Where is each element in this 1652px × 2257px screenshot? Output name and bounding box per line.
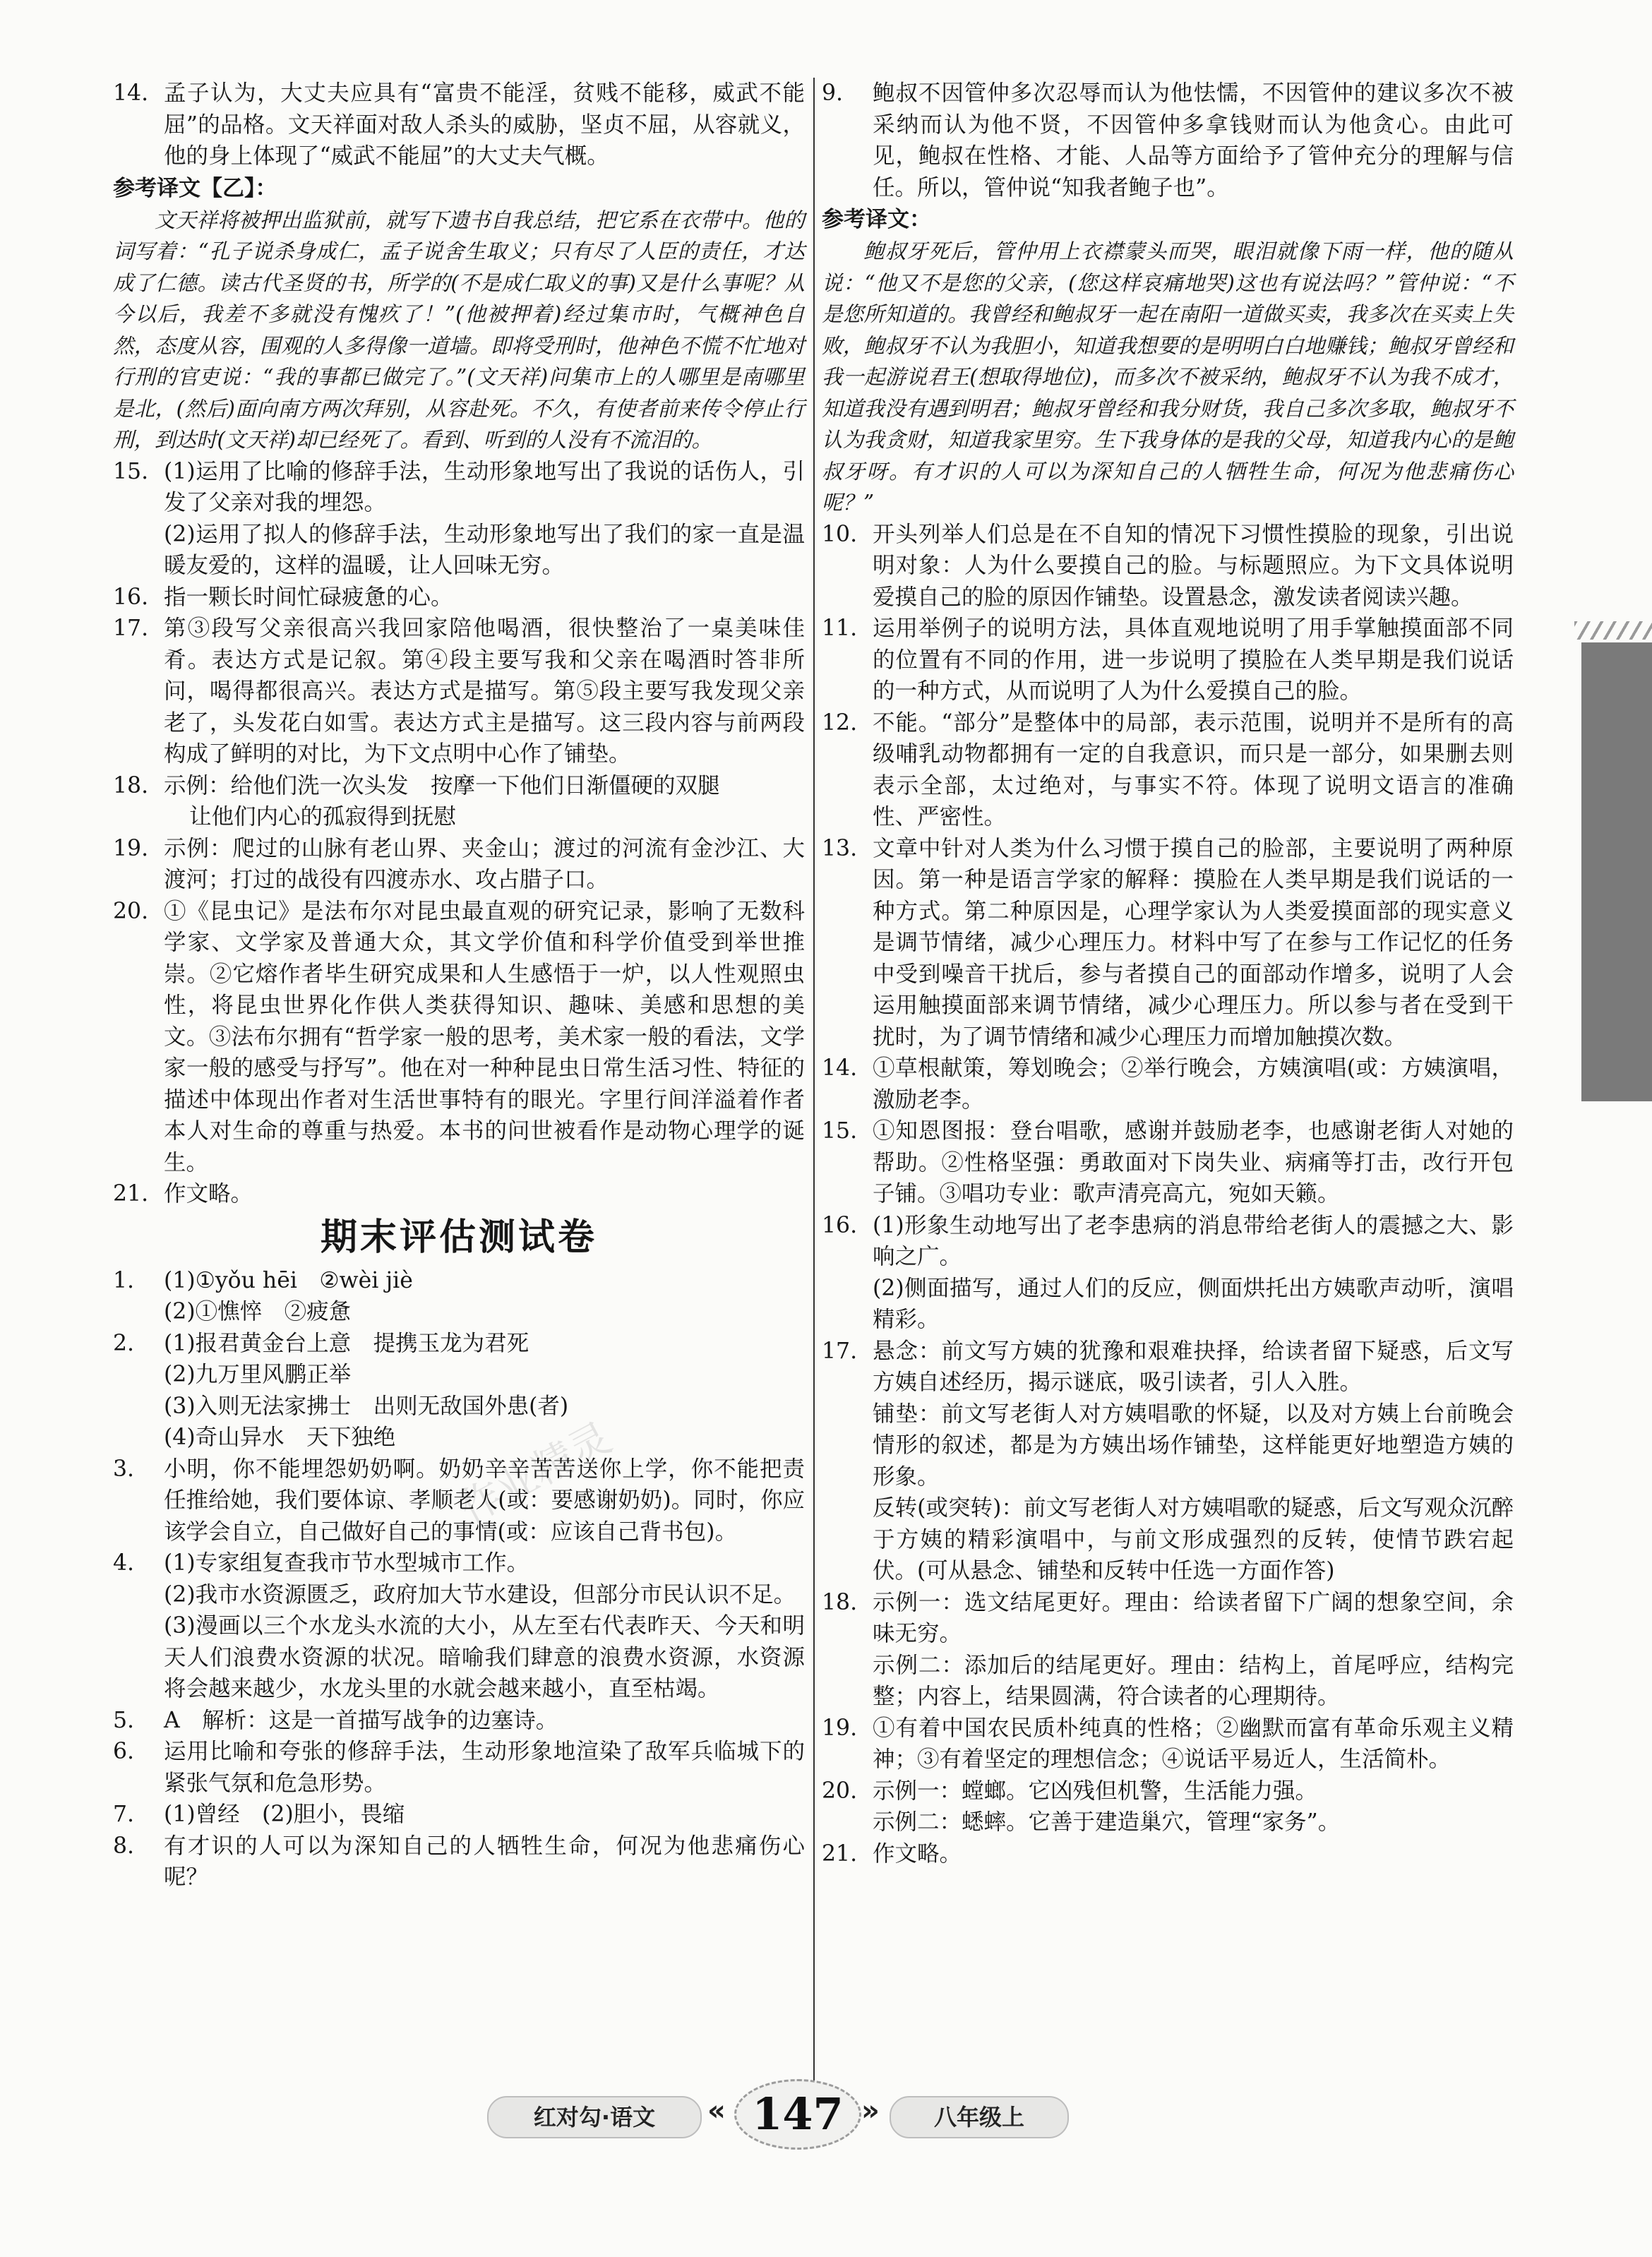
grade-label: 八年级上 <box>890 2096 1069 2138</box>
exam-answer-16: 16. (1)形象生动地写出了老李患病的消息带给老街人的震撼之大、影响之广。 (2)侧面描写，通过人们的反应，侧面烘托出方姨歌声动听，演唱精彩。 <box>822 1212 1514 1332</box>
exam-answer-14: 14. ①草根献策，筹划晚会；②举行晚会，方姨演唱(或：方姨演唱，激励老李。 <box>822 1055 1514 1113</box>
exam-answer-1: 1. (1)①yǒu hēi ②wèi jiè (2)①憔悴 ②疲惫 <box>113 1267 413 1324</box>
exam-answer-3: 3. 小明，你不能埋怨奶奶啊。奶奶辛辛苦苦送你上学，你不能把责任推给她，我们要体谅、孝顺老人(或：要感谢奶奶)。同时，你应该学会自立，自己做好自己的事情(或：应该自己背书包)。 <box>113 1456 805 1545</box>
exam-answer-7: 7. (1)曾经 (2)胆小，畏缩 <box>113 1802 405 1827</box>
answer-21: 21. 作文略。 <box>113 1181 253 1207</box>
exam-answer-2: 2. (1)报君黄金台上意 提携玉龙为君死 (2)九万里风鹏正举 (3)入则无法家拂士 出则无敌国外患(者) (4)奇山异水 天下独绝 <box>113 1330 569 1450</box>
exam-answer-21: 21. 作文略。 <box>822 1840 962 1867</box>
answer-14: 14. 孟子认为，大丈夫应具有“富贵不能淫，贫贱不能移，威武不能屈”的品格。文天祥面对敌人杀头的威胁，坚贞不屈，从容就义，他的身上体现了“威武不能屈”的大丈夫气概。 <box>113 80 805 169</box>
edge-tab-strip <box>1581 642 1652 1101</box>
left-column <box>113 78 805 1893</box>
exam-answer-8: 8. 有才识的人可以为深知自己的人牺牲生命，何况为他悲痛伤心呢？ <box>113 1833 805 1890</box>
right-column <box>822 78 1514 1869</box>
exam-answer-11: 11. 运用举例子的说明方法，具体直观地说明了用手掌触摸面部不同的位置有不同的作用，进一步说明了摸脸在人类早期是我们说话的一种方式，从而说明了人为什么爱摸自己的脸。 <box>822 616 1514 704</box>
answer-16: 16. 指一颗长时间忙碌疲惫的心。 <box>113 584 453 610</box>
answer-18: 18. 示例：给他们洗一次头发 按摩一下他们日渐僵硬的双腿 让他们内心的孤寂得到抚慰 <box>113 772 720 830</box>
column-divider <box>813 78 815 2083</box>
watermark: 作业精灵 <box>451 1413 619 1533</box>
exam-answer-17: 17. 悬念：前文写方姨的犹豫和艰难抉择，给读者留下疑惑，后文写方姨自述经历，揭示谜底，吸引读者，引人入胜。 铺垫：前文写老街人对方姨唱歌的怀疑，以及对方姨上台前晚会情形的叙述，都是为方姨出场作铺垫，这样能更好地塑造方姨的形象。 反转(或突转)：前文写老街人对方姨唱歌的疑惑，后文写观众沉醉于方姨的精彩演唱中，与前文形成强烈的反转，使情节跌宕起伏。(可从悬念、铺垫和反转中任选一方面作答) <box>822 1338 1514 1584</box>
exam-answer-12: 12. 不能。“部分”是整体中的局部，表示范围，说明并不是所有的高级哺乳动物都拥有一定的自我意识，而只是一部分，如果删去则表示全部，太过绝对，与事实不符。体现了说明文语言的准确性、严密性。 <box>822 710 1514 830</box>
exam-answer-4: 4. (1)专家组复查我市节水型城市工作。 (2)我市水资源匮乏，政府加大节水建设，但部分市民认识不足。 (3)漫画以三个水龙头水流的大小，从左至右代表昨天、今天和明天人们浪费水资源的状况。暗喻我们肆意的浪费水资源，水资源将会越来越少，水龙头里的水就会越来越小，直至枯竭。 <box>113 1550 805 1701</box>
translation-text: 文天祥将被押出监狱前，就写下遗书自我总结，把它系在衣带中。他的词写着：“孔子说杀身成仁，孟子说舍生取义；只有尽了人臣的责任，才达成了仁德。读古代圣贤的书，所学的(不是成仁取义的事)又是什么事呢？从今以后，我差不多就没有愧疚了！”(他被押着)经过集市时，气概神色自然，态度从容，围观的人多得像一道墙。即将受刑时，他神色不慌不忙地对行刑的官吏说：“我的事都已做完了。”(文天祥)问集市上的人哪里是南哪里是北，(然后)面向南方两次拜别，从容赴死。不久，有使者前来传令停止行刑，到达时(文天祥)却已经死了。看到、听到的人没有不流泪的。 <box>113 208 805 452</box>
exam-answer-6: 6. 运用比喻和夸张的修辞手法，生动形象地渲染了敌军兵临城下的紧张气氛和危急形势。 <box>113 1739 805 1796</box>
answer-19: 19. 示例：爬过的山脉有老山界、夹金山；渡过的河流有金沙江、大渡河；打过的战役有四渡赤水、攻占腊子口。 <box>113 835 805 892</box>
chevron-left-icon: « <box>707 2095 726 2127</box>
chevron-right-icon: » <box>861 2095 880 2127</box>
section-title: 期末评估测试卷 <box>320 1216 597 1259</box>
translation-text: 鲍叔牙死后，管仲用上衣襟蒙头而哭，眼泪就像下雨一样，他的随从说：“他又不是您的父亲，(您这样哀痛地哭)这也有说法吗？”管仲说：“不是您所知道的。我曾经和鲍叔牙一起在南阳一道做买卖，我多次在买卖上失败，鲍叔牙不认为我胆小，知道我想要的是明明白白地赚钱；鲍叔牙曾经和我一起游说君王(想取得地位)，而多次不被采纳，鲍叔牙不认为我不成才，知道我没有遇到明君；鲍叔牙曾经和我分财货，我自己多次多取，鲍叔牙不认为我贪财，知道我家里穷。生下我身体的是我的父母，知道我内心的是鲍叔牙呀。有才识的人可以为深知自己的人牺牲生命，何况为他悲痛伤心呢？” <box>822 239 1514 515</box>
book-title-label: 红对勾·语文 <box>487 2096 702 2138</box>
exam-answer-19: 19. ①有着中国农民质朴纯真的性格；②幽默而富有革命乐观主义精神；③有着坚定的理想信念；④说话平易近人，生活简朴。 <box>822 1715 1514 1772</box>
exam-answer-15: 15. ①知恩图报：登台唱歌，感谢并鼓励老李，也感谢老街人对她的帮助。②性格坚强：勇敢面对下岗失业、病痛等打击，改行开包子铺。③唱功专业：歌声清亮高亢，宛如天籁。 <box>822 1118 1514 1207</box>
exam-answer-13: 13. 文章中针对人类为什么习惯于摸自己的脸部，主要说明了两种原因。第一种是语言学家的解释：摸脸在人类早期是我们说话的一种方式。第二种原因是，心理学家认为人类爱摸面部的现实意义是调节情绪，减少心理压力。材料中写了在参与工作记忆的任务中受到噪音干扰后，参与者摸自己的面部动作增多，说明了人会运用触摸面部来调节情绪，减少心理压力。所以参与者在受到干扰时，为了调节情绪和减少心理压力而增加触摸次数。 <box>822 835 1514 1050</box>
edge-hatch <box>1574 621 1652 640</box>
answer-17: 17. 第③段写父亲很高兴我回家陪他喝酒，很快整治了一桌美味佳肴。表达方式是记叙。第④段主要写我和父亲在喝酒时答非所问，喝得都很高兴。表达方式是描写。第⑤段主要写我发现父亲老了，头发花白如雪。表达方式主是描写。这三段内容与前两段构成了鲜明的对比，为下文点明中心作了铺垫。 <box>113 616 805 767</box>
exam-answer-10: 10. 开头列举人们总是在不自知的情况下习惯性摸脸的现象，引出说明对象：人为什么要摸自己的脸。与标题照应。为下文具体说明爱摸自己的脸的原因作铺垫。设置悬念，激发读者阅读兴趣。 <box>822 521 1514 610</box>
translation-label: 参考译文【乙】： <box>113 175 277 201</box>
exam-answer-20: 20. 示例一：螳螂。它凶残但机警，生活能力强。 示例二：蟋蟀。它善于建造巢穴，管理“家务”。 <box>822 1778 1341 1835</box>
page-number: 147 <box>734 2079 861 2150</box>
answer-15: 15. (1)运用了比喻的修辞手法，生动形象地写出了我说的话伤人，引发了父亲对我的埋怨。 (2)运用了拟人的修辞手法，生动形象地写出了我们的家一直是温暖友爱的，这样的温暖，让人回味无穷。 <box>113 458 805 578</box>
exam-answer-18: 18. 示例一：选文结尾更好。理由：给读者留下广阔的想象空间，余味无穷。 示例二：添加后的结尾更好。理由：结构上，首尾呼应，结构完整；内容上，结果圆满，符合读者的心理期待。 <box>822 1589 1514 1709</box>
translation-label: 参考译文： <box>822 207 931 232</box>
exam-answer-5: 5. A 解析：这是一首描写战争的边塞诗。 <box>113 1707 558 1733</box>
answer-20: 20. ①《昆虫记》是法布尔对昆虫最直观的研究记录，影响了无数科学家、文学家及普通大众，其文学价值和科学价值受到举世推崇。②它熔作者毕生研究成果和人生感悟于一炉，以人性观照虫性，将昆虫世界化作供人类获得知识、趣味、美感和思想的美文。③法布尔拥有“哲学家一般的思考，美术家一般的看法，文学家一般的感受与抒写”。他在对一种种昆虫日常生活习性、特征的描述中体现出作者对生活世事特有的眼光。字里行间洋溢着作者本人对生命的尊重与热爱。本书的问世被看作是动物心理学的诞生。 <box>113 898 805 1175</box>
exam-answer-9: 9. 鲍叔不因管仲多次忍辱而认为他怯懦，不因管仲的建议多次不被采纳而认为他不贤，不因管仲多拿钱财而认为他贪心。由此可见，鲍叔在性格、才能、人品等方面给予了管仲充分的理解与信任。所以，管仲说“知我者鲍子也”。 <box>822 80 1514 200</box>
page-footer <box>487 2079 1123 2150</box>
